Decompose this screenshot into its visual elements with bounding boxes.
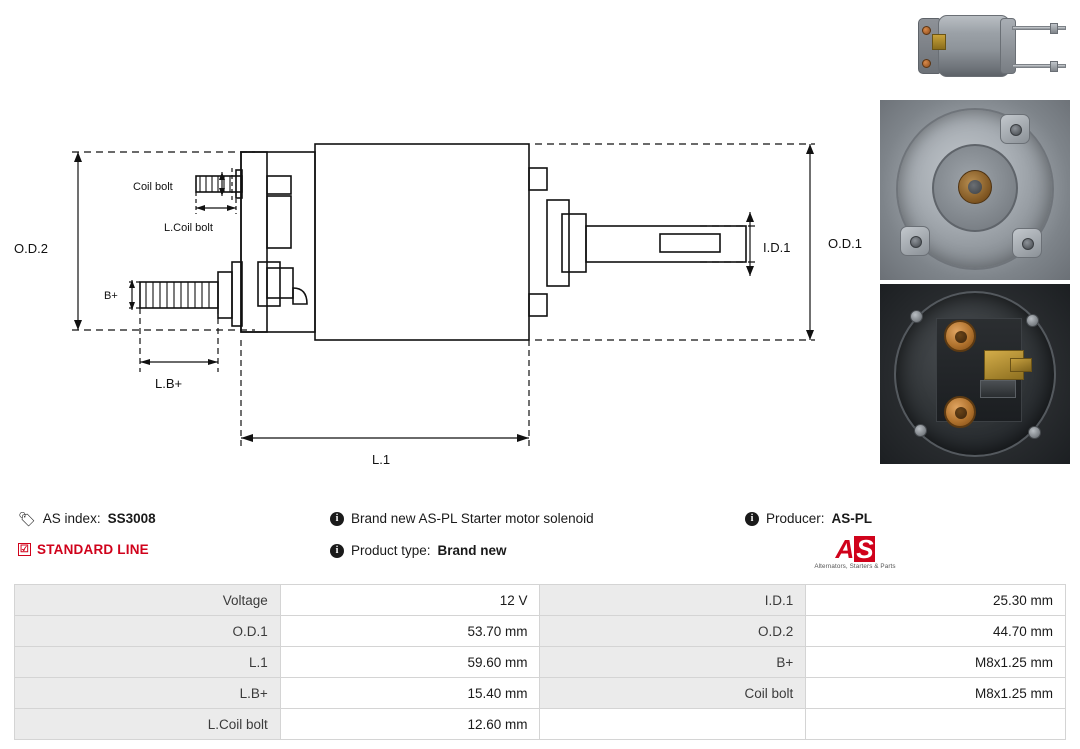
copper-terminal [944,396,976,428]
label-od1: O.D.1 [828,236,862,251]
table-row [15,709,1066,740]
logo-mark [805,536,905,562]
spec-label: B+ [540,647,806,678]
stud-nut [1050,23,1058,34]
spec-value: 15.40 mm [280,678,540,709]
product-info-block [0,500,1080,578]
as-index-label: AS index: [42,511,101,526]
product-type-row [330,542,507,560]
product-description-row [330,510,594,528]
spec-empty-cell [806,709,1066,740]
info-icon: i [330,544,344,558]
checkbox-icon: ☑ [19,543,30,555]
spec-value: 44.70 mm [806,616,1066,647]
copper-terminal [944,320,976,352]
product-type-label: Product type: [351,543,431,558]
label-od2: O.D.2 [14,241,48,256]
info-icon: i [330,512,344,526]
spec-label: L.Coil bolt [15,709,281,740]
spec-label: L.B+ [15,678,281,709]
spec-label: Voltage [15,585,281,616]
label-coil-bolt: Coil bolt [133,181,173,193]
producer-value: AS-PL [831,511,873,526]
spec-value: M8x1.25 mm [806,678,1066,709]
logo-tagline: Alternators, Starters & Parts [814,563,896,570]
spec-empty-cell [540,709,806,740]
terminal-bore [955,407,967,419]
spec-label: L.1 [15,647,281,678]
label-l-b-plus: L.B+ [155,376,183,391]
table-row [15,616,1066,647]
standard-line-badge [18,542,149,557]
product-description: Brand new AS-PL Starter motor solenoid [351,511,594,526]
center-hub-bore [968,180,982,194]
label-id1: I.D.1 [763,240,791,255]
mounting-hole [1022,238,1034,250]
table-row [15,647,1066,678]
mounting-hole [1010,124,1022,136]
screw [910,310,923,323]
terminal-bore [955,331,967,343]
spec-value: 59.60 mm [280,647,540,678]
logo-letter-s: S [856,534,873,564]
as-index-row [18,510,156,528]
logo-letter-a: A [835,534,854,564]
table-row [15,678,1066,709]
photo-solenoid-side-view[interactable] [880,4,1070,96]
spec-value: 12.60 mm [280,709,540,740]
spec-value: 25.30 mm [806,585,1066,616]
tag-icon: 🏷 [18,511,36,527]
specification-table-wrapper [14,584,1066,740]
producer-label: Producer: [766,511,825,526]
as-index-value: SS3008 [107,511,156,526]
spec-label: I.D.1 [540,585,806,616]
spec-value: M8x1.25 mm [806,647,1066,678]
copper-terminal [922,59,931,68]
stud-nut [1050,61,1058,72]
mounting-hole [910,236,922,248]
spec-label: O.D.1 [15,616,281,647]
as-pl-logo [805,536,905,570]
specification-table [14,584,1066,740]
spec-label: Coil bolt [540,678,806,709]
photo-solenoid-top-cover-view[interactable] [880,100,1070,280]
label-l1: L.1 [372,452,391,467]
screw [914,424,927,437]
photo-solenoid-terminal-end-view[interactable] [880,284,1070,464]
brass-tab [932,34,946,50]
spec-value: 12 V [280,585,540,616]
brass-contact-small [1010,358,1032,372]
mounting-lug [900,226,930,256]
info-icon: i [745,512,759,526]
table-row [15,585,1066,616]
standard-line-label: STANDARD LINE [37,542,149,557]
metal-tab [980,380,1016,398]
product-type-value: Brand new [437,543,507,558]
product-photo-strip [880,4,1072,464]
producer-row [745,510,872,528]
label-l-coil-bolt: L.Coil bolt [164,222,213,234]
spec-value: 53.70 mm [280,616,540,647]
spec-label: O.D.2 [540,616,806,647]
copper-terminal [922,26,931,35]
mounting-lug [1012,228,1042,258]
screw [1026,314,1039,327]
screw [1028,426,1041,439]
label-b-plus: B+ [104,290,118,302]
mounting-lug [1000,114,1030,144]
